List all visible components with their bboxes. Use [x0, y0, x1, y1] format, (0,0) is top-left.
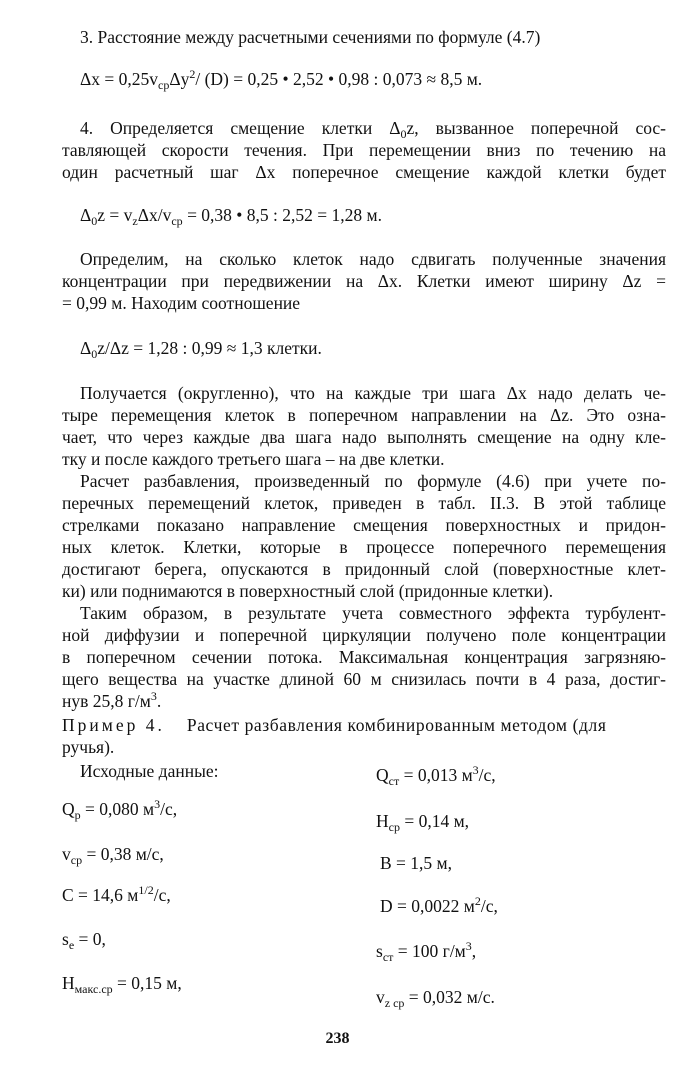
paragraph-line: один расчетный шаг Δx поперечное смещение каждой клетки будет [62, 162, 666, 182]
given-b: B = 1,5 м, [380, 853, 452, 873]
paragraph-line: 4. Определяется смещение клетки $\Delta_0z$, вызванное поперечной сос- [80, 118, 667, 141]
given-hmax: $H_{макс.cp} = 0,15$ м, [62, 973, 182, 996]
example-heading: Пример 4. Расчет разбавления комбинированным методом (для [62, 715, 607, 735]
given-sct: $s_{ст} = 100$ $г/м^3$, [376, 939, 477, 964]
page-number: 238 [325, 1030, 350, 1047]
paragraph-line: нув 25,8 $г/м^3$. [62, 689, 162, 711]
paragraph-line: тыре перемещения клеток в поперечном направлении на Δz. Это озна- [62, 405, 666, 425]
paragraph-line: чает, что через каждые два шага надо выполнять смещение на одну кле- [62, 427, 666, 447]
paragraph-line: ручья). [62, 737, 115, 757]
paragraph-line: концентрации при передвижении на Δx. Клетки имеют ширину Δz = [62, 271, 666, 291]
paragraph-line: достигают берега, опускаются в придонный слой (поверхностные клет- [62, 559, 666, 579]
paragraph-line: перечных перемещений клеток, приведен в табл. II.3. В этой таблице [62, 493, 666, 513]
given-vcp: $v_{cp} = 0,38$ м/с, [62, 844, 164, 867]
paragraph-line: тку и после каждого третьего шага – на две клетки. [62, 449, 445, 469]
paragraph-line: тавляющей скорости течения. При перемещении вниз по течению на [62, 140, 666, 160]
paragraph-line: ки) или поднимаются в поверхностный слой (придонные клетки). [62, 581, 554, 601]
given-hcp: $H_{cp} = 0,14$ м, [376, 811, 470, 834]
given-c: C = 14,6 $м^{1/2}/с$, [62, 883, 171, 905]
paragraph-line: ной диффузии и поперечной циркуляции получено поле концентрации [62, 625, 666, 645]
equation-distance: $\Delta x = 0,25v_{cp}\Delta y^2/$ (D) = 0,25 • 2,52 • 0,98 : 0,073 ≈ 8,5 м. [80, 67, 483, 92]
equation-ratio: $\Delta_0z/\Delta z = 1,28$ : 0,99 ≈ 1,3 клетки. [80, 338, 322, 361]
given-qp: $Q_p = 0,080$ $м^3/с$, [62, 797, 178, 822]
paragraph-line: Расчет разбавления, произведенный по формуле (4.6) при учете по- [80, 471, 666, 491]
given-data-title: Исходные данные: [80, 761, 219, 781]
paragraph-line: Таким образом, в результате учета совместного эффекта турбулент- [80, 603, 666, 623]
paragraph-line: ных клеток. Клетки, которые в процессе поперечного перемещения [62, 537, 666, 557]
paragraph-line: Получается (округленно), что на каждые три шага Δx надо делать че- [80, 383, 666, 403]
paragraph-line: щего вещества на участке длиной 60 м снизилась почти в 4 раза, достиг- [62, 669, 666, 689]
paragraph-line: в поперечном сечении потока. Максимальная концентрация загрязняю- [62, 647, 666, 667]
paragraph-line: 3. Расстояние между расчетными сечениями по формуле (4.7) [80, 27, 541, 47]
given-se: $s_e = 0$, [62, 929, 106, 952]
equation-offset: $\Delta_0z = v_z\Delta x/v_{cp} = 0,38$ • 8,5 : 2,52 = 1,28 м. [80, 205, 382, 228]
paragraph-line: стрелками показано направление смещения поверхностных и придон- [62, 515, 666, 535]
paragraph-line: Определим, на сколько клеток надо сдвигать полученные значения [80, 249, 666, 269]
paragraph-line: = 0,99 м. Находим соотношение [62, 293, 301, 313]
given-qct: $Q_{ст} = 0,013$ $м^3/с$, [376, 763, 496, 788]
given-vz: $v_{z cp} = 0,032$ м/с. [376, 987, 495, 1010]
given-d: D = 0,0022 $м^2/с$, [380, 894, 498, 916]
